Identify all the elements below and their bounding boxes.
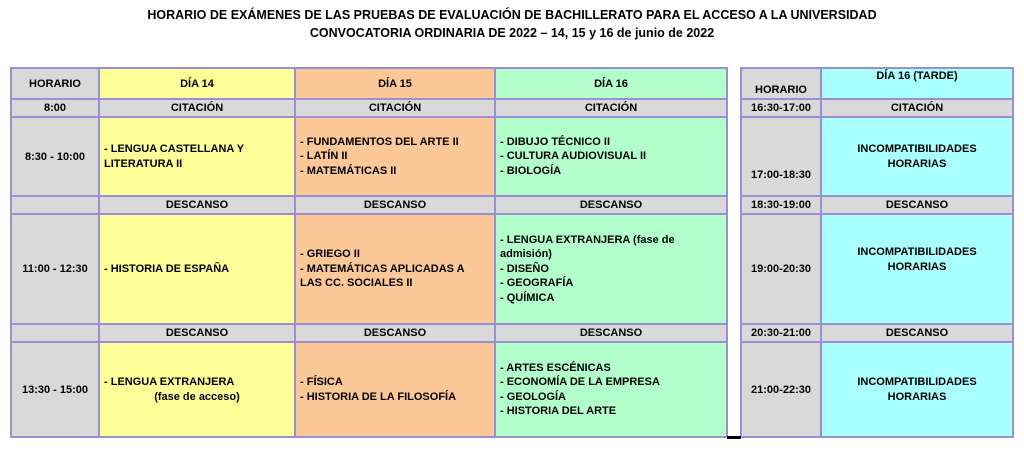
slot-time: 21:00-22:30 bbox=[741, 342, 821, 437]
exam-item: (fase de acceso) bbox=[154, 390, 240, 403]
dia-14-exams bbox=[99, 117, 295, 196]
incompatibilidades-cell bbox=[821, 214, 1013, 324]
header-horario: HORARIO bbox=[11, 68, 99, 99]
divider-mark bbox=[727, 436, 741, 439]
cell-text: HORARIAS bbox=[887, 390, 947, 403]
exam-item: - ARTES ESCÉNICAS bbox=[500, 361, 611, 374]
cell-text: INCOMPATIBILIDADES bbox=[857, 143, 977, 155]
slot-time: 17:00-18:30 bbox=[741, 117, 821, 196]
cell-text: HORARIAS bbox=[887, 260, 947, 273]
slot-time: 8:30 - 10:00 bbox=[11, 117, 99, 196]
dia-15-exams bbox=[295, 214, 495, 324]
header-dia-15: DÍA 15 bbox=[295, 68, 495, 99]
exam-item: - LENGUA CASTELLANA Y bbox=[104, 143, 245, 155]
cell-text: INCOMPATIBILIDADES bbox=[857, 246, 977, 258]
slot-time: 11:00 - 12:30 bbox=[11, 214, 99, 324]
incompatibilidades-cell bbox=[821, 117, 1013, 196]
document-title: HORARIO DE EXÁMENES DE LAS PRUEBAS DE EVALUACIÓN DE BACHILLERATO PARA EL ACCESO A LA UNIVERSIDAD bbox=[147, 8, 877, 22]
exam-item: - GRIEGO II bbox=[300, 248, 360, 261]
exam-item: - DIBUJO TÉCNICO II bbox=[500, 135, 611, 148]
dia-15-exams bbox=[295, 117, 495, 196]
header-dia-14: DÍA 14 bbox=[99, 68, 295, 99]
dia-16-exams bbox=[495, 117, 727, 196]
descanso-label: DESCANSO bbox=[99, 324, 295, 342]
document-subtitle: CONVOCATORIA ORDINARIA DE 2022 – 14, 15 y 16 de junio de 2022 bbox=[309, 26, 715, 40]
exam-item: - CULTURA AUDIOVISUAL II bbox=[500, 150, 647, 163]
descanso-label: DESCANSO bbox=[99, 196, 295, 214]
descanso-label: DESCANSO bbox=[821, 324, 1013, 342]
header-dia-16: DÍA 16 bbox=[495, 68, 727, 99]
descanso-time bbox=[11, 324, 99, 342]
exam-item: admisión) bbox=[500, 248, 552, 261]
descanso-time: 18:30-19:00 bbox=[741, 196, 821, 214]
exam-item: - FUNDAMENTOS DEL ARTE II bbox=[300, 135, 459, 148]
afternoon-schedule-table bbox=[740, 67, 1014, 438]
exam-item: - HISTORIA DE LA FILOSOFÍA bbox=[300, 390, 457, 403]
descanso-time bbox=[11, 196, 99, 214]
exam-item: - QUÍMICA bbox=[500, 291, 555, 304]
exam-item: - LENGUA EXTRANJERA (fase de bbox=[500, 233, 675, 246]
slot-time: 13:30 - 15:00 bbox=[11, 342, 99, 437]
citacion-label: CITACIÓN bbox=[295, 99, 495, 117]
descanso-label: DESCANSO bbox=[295, 324, 495, 342]
exam-item: - HISTORIA DEL ARTE bbox=[500, 405, 617, 417]
dia-15-exams bbox=[295, 342, 495, 437]
cell-text: INCOMPATIBILIDADES bbox=[857, 376, 977, 388]
descanso-label: DESCANSO bbox=[495, 324, 727, 342]
exam-item: - ECONOMÍA DE LA EMPRESA bbox=[500, 376, 660, 388]
exam-item: - HISTORIA DE ESPAÑA bbox=[104, 262, 230, 275]
exam-item: - BIOLOGÍA bbox=[500, 164, 562, 177]
citacion-label: CITACIÓN bbox=[821, 99, 1013, 117]
exam-item: - MATEMÁTICAS APLICADAS A bbox=[300, 262, 465, 275]
descanso-label: DESCANSO bbox=[821, 196, 1013, 214]
cell-text: HORARIAS bbox=[887, 157, 947, 170]
exam-item: - FÍSICA bbox=[300, 376, 343, 388]
exam-item: - LENGUA EXTRANJERA bbox=[104, 376, 235, 388]
dia-14-exams bbox=[99, 342, 295, 437]
descanso-label: DESCANSO bbox=[495, 196, 727, 214]
dia-16-exams bbox=[495, 214, 727, 324]
exam-item: - GEOGRAFÍA bbox=[500, 277, 574, 290]
header-dia-16-tarde: DÍA 16 (TARDE) bbox=[821, 68, 1013, 99]
citacion-label: CITACIÓN bbox=[495, 99, 727, 117]
exam-item: LITERATURA II bbox=[104, 157, 183, 170]
dia-14-exams bbox=[99, 214, 295, 324]
header-horario: HORARIO bbox=[741, 68, 821, 99]
incompatibilidades-cell bbox=[821, 342, 1013, 437]
descanso-label: DESCANSO bbox=[295, 196, 495, 214]
citacion-time: 8:00 bbox=[11, 99, 99, 117]
citacion-label: CITACIÓN bbox=[99, 99, 295, 117]
exam-item: LAS CC. SOCIALES II bbox=[300, 277, 413, 290]
exam-item: - GEOLOGÍA bbox=[500, 390, 566, 403]
exam-item: - DISEÑO bbox=[500, 262, 549, 275]
descanso-time: 20:30-21:00 bbox=[741, 324, 821, 342]
citacion-time: 16:30-17:00 bbox=[741, 99, 821, 117]
exam-item: - MATEMÁTICAS II bbox=[300, 164, 397, 177]
exam-item: - LATÍN II bbox=[300, 150, 348, 163]
dia-16-exams bbox=[495, 342, 727, 437]
main-schedule-table bbox=[10, 67, 728, 438]
slot-time: 19:00-20:30 bbox=[741, 214, 821, 324]
